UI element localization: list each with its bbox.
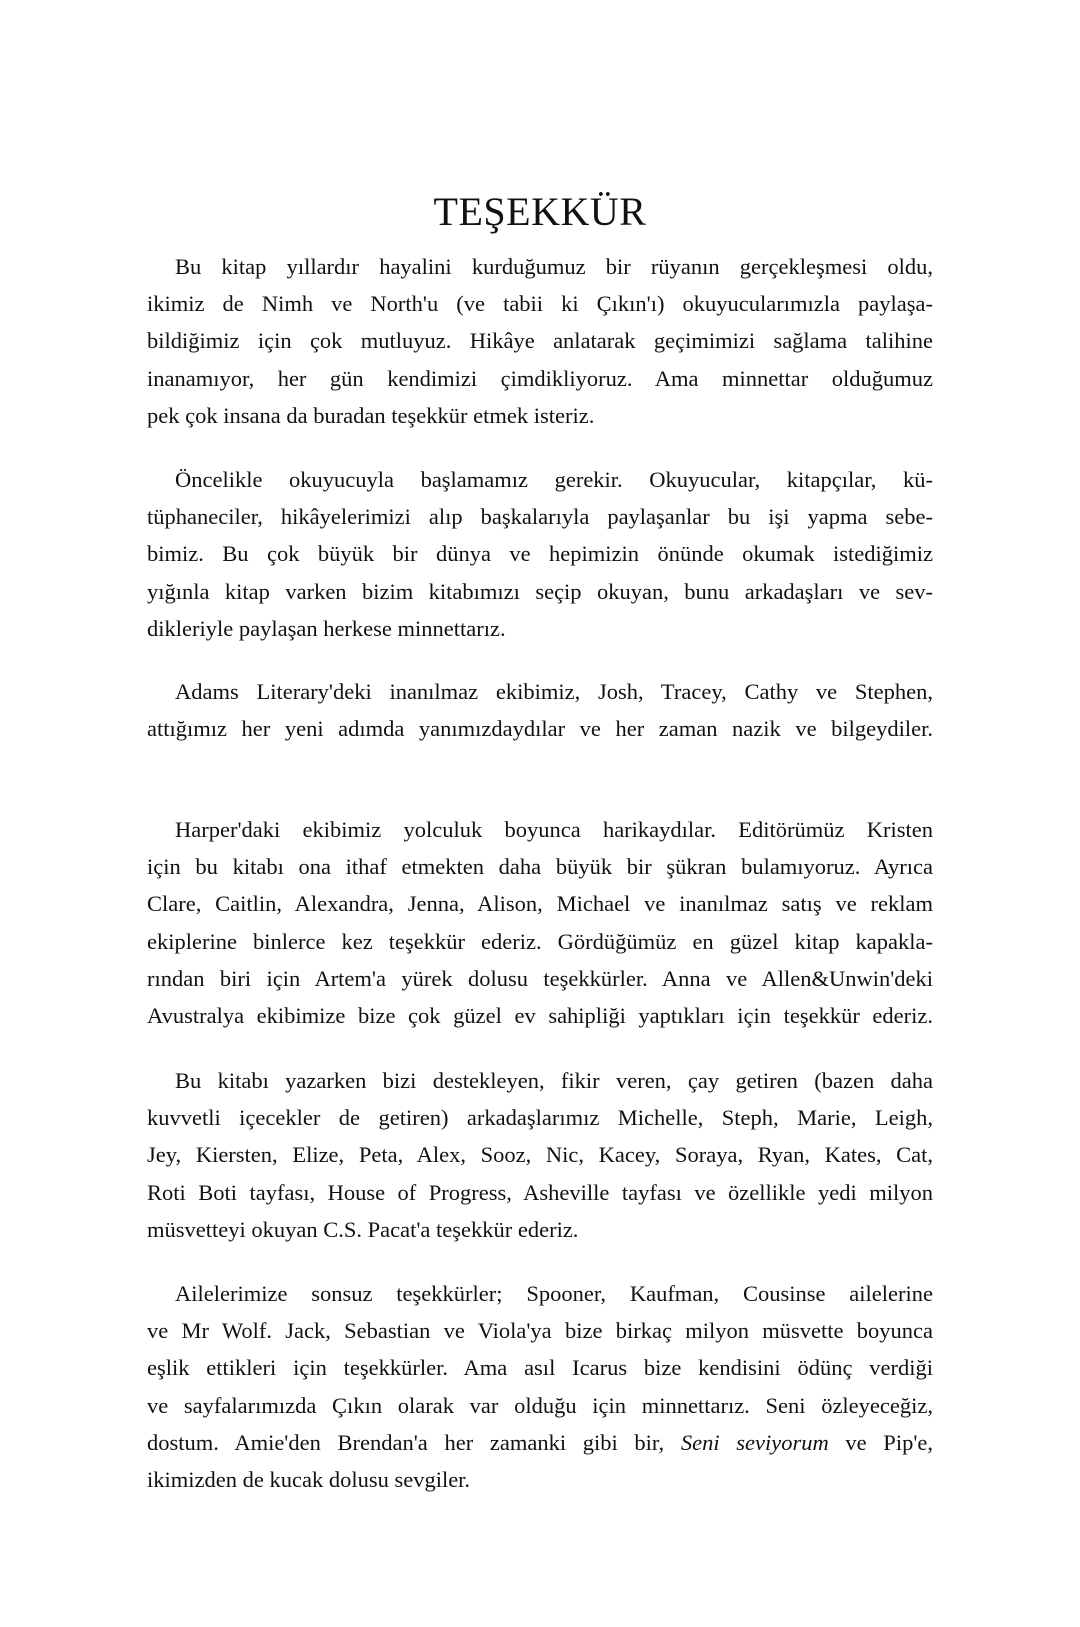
- text-line: inanamıyor, her gün kendimizi çimdikliyoruz. Ama minnettar olduğumuz: [147, 365, 933, 391]
- text-run: ve Pip'e,: [828, 1429, 933, 1455]
- italic-phrase: Seni seviyorum: [680, 1429, 829, 1455]
- text-line: yığınla kitap varken bizim kitabımızı seçip okuyan, bunu arkadaşları ve sev-: [147, 578, 933, 604]
- text-line: kuvvetli içecekler de getiren) arkadaşlarımız Michelle, Steph, Marie, Leigh,: [147, 1105, 933, 1131]
- text-line: Ailelerimize sonsuz teşekkürler; Spooner, Kaufman, Cousinse ailelerine: [175, 1281, 933, 1306]
- paragraph-publisher: [147, 811, 933, 1034]
- text-line: Jey, Kiersten, Elize, Peta, Alex, Sooz, Nic, Kacey, Soraya, Ryan, Kates, Cat,: [147, 1142, 933, 1168]
- text-run: dostum. Amie'den Brendan'a her zamanki gibi bir,: [147, 1429, 681, 1455]
- text-line: Avustralya ekibimize bize çok güzel ev sahipliği yaptıkları için teşekkür ederiz.: [147, 1002, 933, 1028]
- text-line-mixed: [147, 1424, 933, 1461]
- text-line: Roti Boti tayfası, House of Progress, Asheville tayfası ve özellikle yedi milyon: [147, 1179, 933, 1205]
- text-line: müsvetteyi okuyan C.S. Pacat'a teşekkür ederiz.: [147, 1216, 579, 1242]
- text-line: ekiplerine binlerce kez teşekkür ederiz. Gördüğümüz en güzel kitap kapakla-: [147, 928, 933, 954]
- text-line: Bu kitabı yazarken bizi destekleyen, fikir veren, çay getiren (bazen daha: [175, 1068, 933, 1093]
- paragraph-family: [147, 1275, 933, 1498]
- text-line: eşlik ettikleri için teşekkürler. Ama asıl Icarus bize kendisini ödünç verdiği: [147, 1355, 933, 1381]
- text-line: tüphaneciler, hikâyelerimizi alıp başkalarıyla paylaşanlar bu işi yapma sebe-: [147, 504, 933, 530]
- text-line: ikimizden de kucak dolusu sevgiler.: [147, 1466, 471, 1492]
- page-title: TEŞEKKÜR: [433, 189, 647, 234]
- text-line: ve Mr Wolf. Jack, Sebastian ve Viola'ya bize birkaç milyon müsvette boyunca: [147, 1318, 933, 1344]
- text-line: dikleriyle paylaşan herkese minnettarız.: [147, 615, 506, 641]
- text-line: Clare, Caitlin, Alexandra, Jenna, Alison, Michael ve inanılmaz satış ve reklam: [147, 891, 933, 917]
- text-line: bimiz. Bu çok büyük bir dünya ve hepimizin önünde okumak istediğimiz: [147, 541, 933, 567]
- paragraph-readers: [147, 461, 933, 647]
- text-line: Harper'daki ekibimiz yolculuk boyunca harikaydılar. Editörümüz Kristen: [175, 817, 933, 842]
- text-line: pek çok insana da buradan teşekkür etmek isteriz.: [147, 402, 595, 428]
- paragraph-friends: [147, 1062, 933, 1248]
- paragraph-agency: [147, 673, 933, 747]
- text-line: rından biri için Artem'a yürek dolusu teşekkürler. Anna ve Allen&Unwin'deki: [147, 965, 933, 991]
- text-line: bildiğimiz için çok mutluyuz. Hikâye anlatarak geçimimizi sağlama talihine: [147, 328, 933, 354]
- text-line: Bu kitap yıllardır hayalini kurduğumuz bir rüyanın gerçekleşmesi oldu,: [175, 254, 933, 279]
- text-line: Öncelikle okuyucuyla başlamamız gerekir. Okuyucular, kitapçılar, kü-: [175, 467, 933, 492]
- text-line: ve sayfalarımızda Çıkın olarak var olduğu için minnettarız. Seni özleyeceğiz,: [147, 1392, 933, 1418]
- text-line: Adams Literary'deki inanılmaz ekibimiz, Josh, Tracey, Cathy ve Stephen,: [175, 679, 933, 704]
- text-line: için bu kitabı ona ithaf etmekten daha büyük bir şükran bulamıyoruz. Ayrıca: [147, 854, 933, 880]
- paragraph-intro: [147, 248, 933, 434]
- text-line: attığımız her yeni adımda yanımızdaydılar ve her zaman nazik ve bilgeydiler.: [147, 716, 933, 742]
- text-line: ikimiz de Nimh ve North'u (ve tabii ki Çıkın'ı) okuyucularımızla paylaşa-: [147, 291, 933, 317]
